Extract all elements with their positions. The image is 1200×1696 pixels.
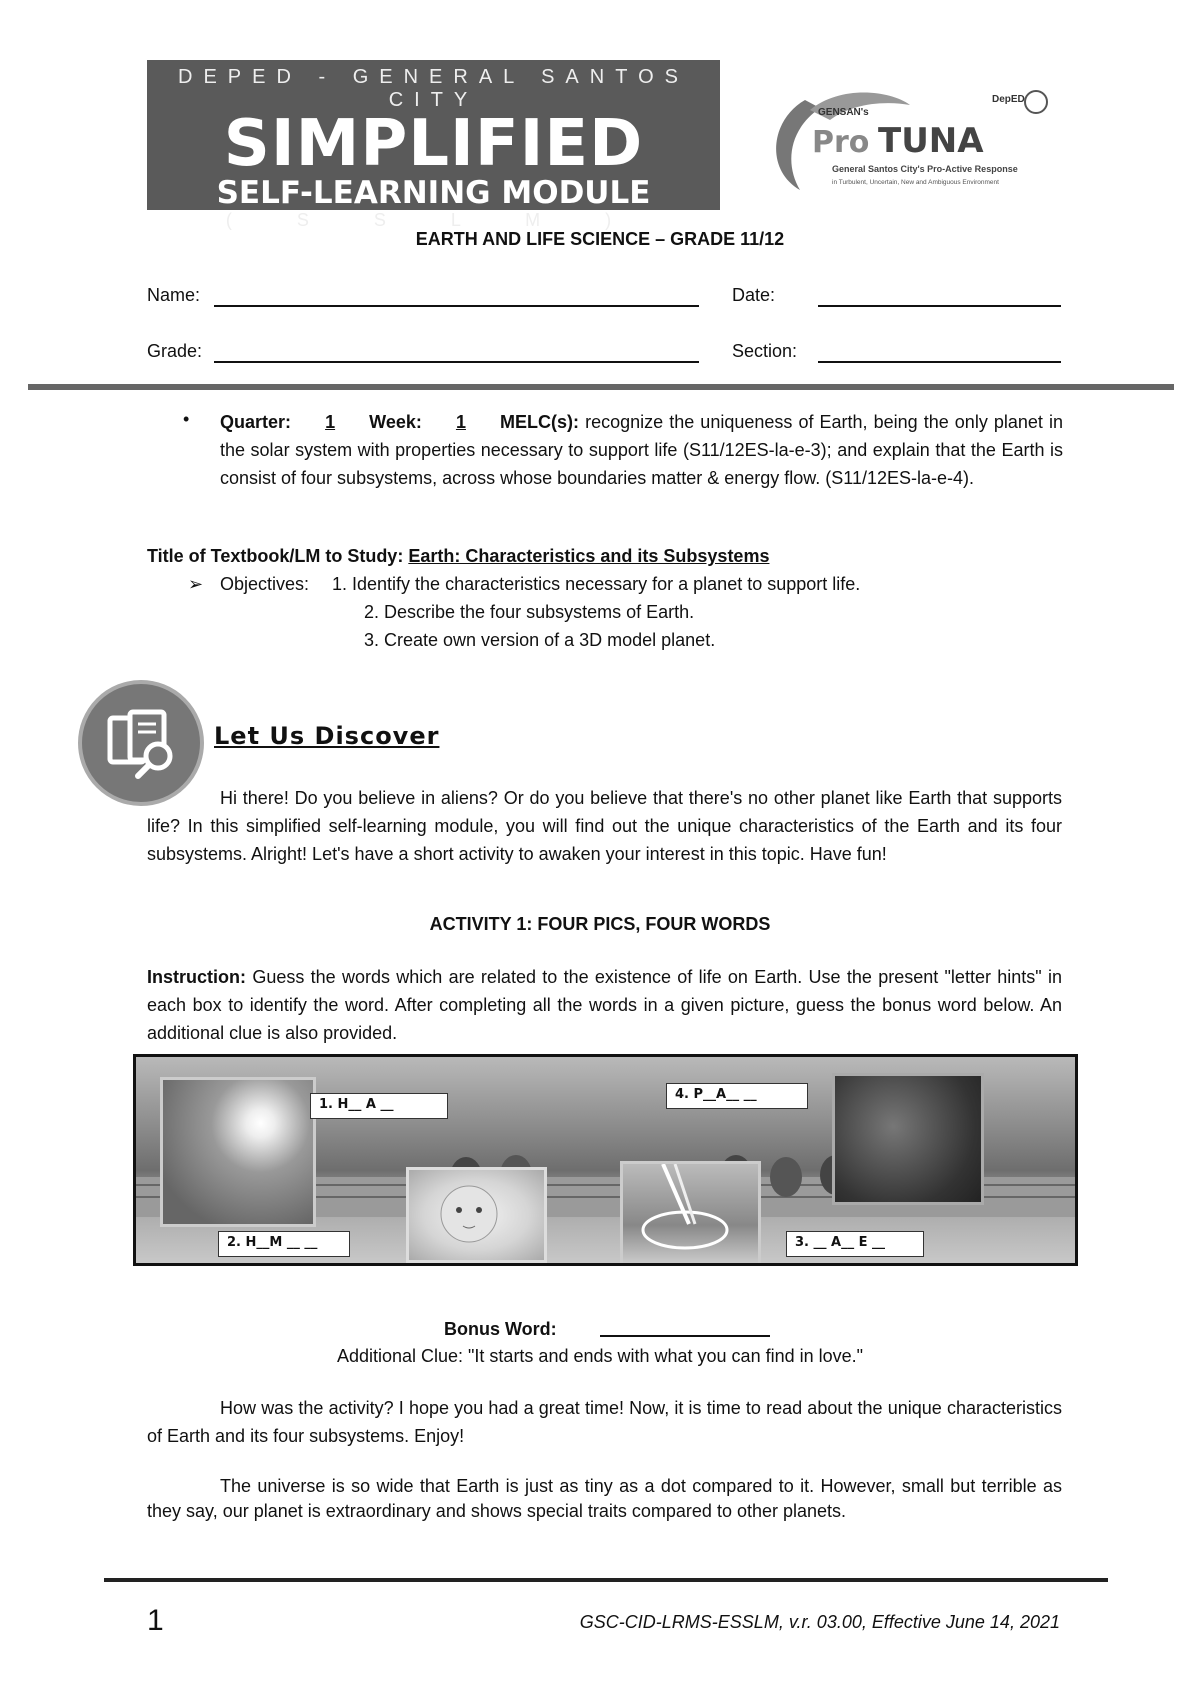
- logo-tagline-1: General Santos City's Pro-Active Response: [832, 164, 1018, 174]
- objective-item: 3. Create own version of a 3D model planet.: [364, 630, 716, 650]
- grade-label: Grade:: [147, 341, 203, 361]
- logo-tuna: TUNA: [878, 121, 984, 161]
- bonus-word-label: Bonus Word:: [444, 1319, 557, 1339]
- quarter-value: 1: [325, 412, 336, 432]
- closing-paragraph: The universe is so wide that Earth is just as tiny as a dot compared to it. However, small but terrible as they say, our planet is extraordinary and shows special traits compared to other planets.: [147, 1476, 1062, 1521]
- section-field[interactable]: [818, 341, 1061, 363]
- closing-paragraph-1-block: [147, 1394, 1062, 1450]
- protuna-logo: [760, 80, 1060, 205]
- week-value: 1: [455, 412, 466, 432]
- textbook-line: Title of Textbook/LM to Study: Earth: Characteristics and its Subsystems: [147, 546, 770, 566]
- additional-clue: Additional Clue: "It starts and ends with what you can find in love.": [336, 1346, 864, 1366]
- sun-image: [160, 1077, 316, 1227]
- melc-label: MELC(s):: [500, 412, 580, 432]
- sslm-banner: [147, 60, 720, 230]
- name-label: Name:: [147, 285, 201, 305]
- deped-seal-icon: [1025, 91, 1047, 113]
- textbook-label: Title of Textbook/LM to Study: [147, 546, 398, 566]
- quarter-label: Quarter:: [220, 412, 292, 432]
- plant-image: [832, 1073, 984, 1205]
- page-number: 1: [147, 1604, 164, 1637]
- objective-item: 1. Identify the characteristics necessary for a planet to support life.: [332, 574, 861, 594]
- melc-text: recognize the uniqueness of Earth, being the only planet in the solar system with properties necessary to support life (S11/12ES-la-e-3); and explain that the Earth is consist of four subsystems, across whose boundaries matter & energy flow. (S11/12ES-la-e-4).: [220, 412, 1063, 488]
- hint-box-3: 3. __ A__ E __: [786, 1231, 924, 1257]
- name-field[interactable]: [214, 285, 699, 307]
- document-title: EARTH AND LIFE SCIENCE – GRADE 11/12: [415, 229, 785, 249]
- logo-pro: Pro: [812, 125, 870, 160]
- banner-top-line: DEPED - GENERAL SANTOS CITY: [178, 66, 689, 111]
- closing-paragraph: How was the activity? I hope you had a great time! Now, it is time to read about the unique characteristics of Earth and its four subsystems. Enjoy!: [147, 1398, 1062, 1446]
- instruction-label: Instruction:: [147, 967, 246, 987]
- banner-abbrev: ( S S L M ): [225, 210, 642, 230]
- logo-deped: DepED: [992, 94, 1025, 105]
- activity-title: ACTIVITY 1: FOUR PICS, FOUR WORDS: [429, 914, 771, 934]
- hint-box-1: 1. H__ A __: [310, 1093, 448, 1119]
- objective-item: 2. Describe the four subsystems of Earth.: [364, 602, 695, 622]
- hint-box-4: 4. P__A__ __: [666, 1083, 808, 1109]
- date-label: Date:: [732, 285, 776, 305]
- discover-paragraph: Hi there! Do you believe in aliens? Or do you believe that there's no other planet like Earth that supports life? In this simplified self-learning module, you will find out the unique characteristics of the Earth and its four subsystems. Alright! Let's have a short activity to awaken your interest in this topic. Have fun!: [147, 788, 1062, 864]
- closing-paragraph-2-block: [147, 1474, 1062, 1524]
- date-field[interactable]: [818, 285, 1061, 307]
- bonus-word-field[interactable]: [600, 1315, 770, 1337]
- footer-divider: [104, 1578, 1108, 1582]
- banner-subtitle: SELF-LEARNING MODULE: [216, 175, 651, 211]
- grade-field[interactable]: [214, 341, 699, 363]
- discover-paragraph-block: [147, 784, 1062, 868]
- section-label: Section:: [732, 341, 798, 361]
- logo-tagline-2: in Turbulent, Uncertain, New and Ambiguous Environment: [832, 179, 999, 186]
- section-heading: Let Us Discover: [214, 722, 440, 750]
- arrow-bullet-icon: ➢: [188, 574, 204, 594]
- week-label: Week:: [369, 412, 422, 432]
- instruction-text: Guess the words which are related to the existence of life on Earth. Use the present "letter hints" in each box to identify the word. After completing all the words in a given picture, guess the bonus word below. An additional clue is also provided.: [147, 967, 1062, 1043]
- objectives-label: Objectives:: [220, 574, 310, 594]
- header-divider: [28, 384, 1174, 390]
- document-code: GSC-CID-LRMS-ESSLM, v.r. 03.00, Effective June 14, 2021: [579, 1612, 1060, 1632]
- melc-block: [220, 408, 1063, 492]
- four-pics-image: [133, 1054, 1078, 1266]
- hint-box-2: 2. H__M __ __: [218, 1231, 350, 1257]
- logo-gensan: GENSAN's: [818, 107, 869, 118]
- bullet-icon: •: [183, 409, 190, 429]
- banner-title: SIMPLIFIED: [223, 107, 644, 181]
- water-image: [620, 1161, 761, 1266]
- baby-image: [406, 1167, 547, 1263]
- textbook-title: Earth: Characteristics and its Subsystems: [408, 546, 770, 566]
- instruction-block: [147, 963, 1062, 1047]
